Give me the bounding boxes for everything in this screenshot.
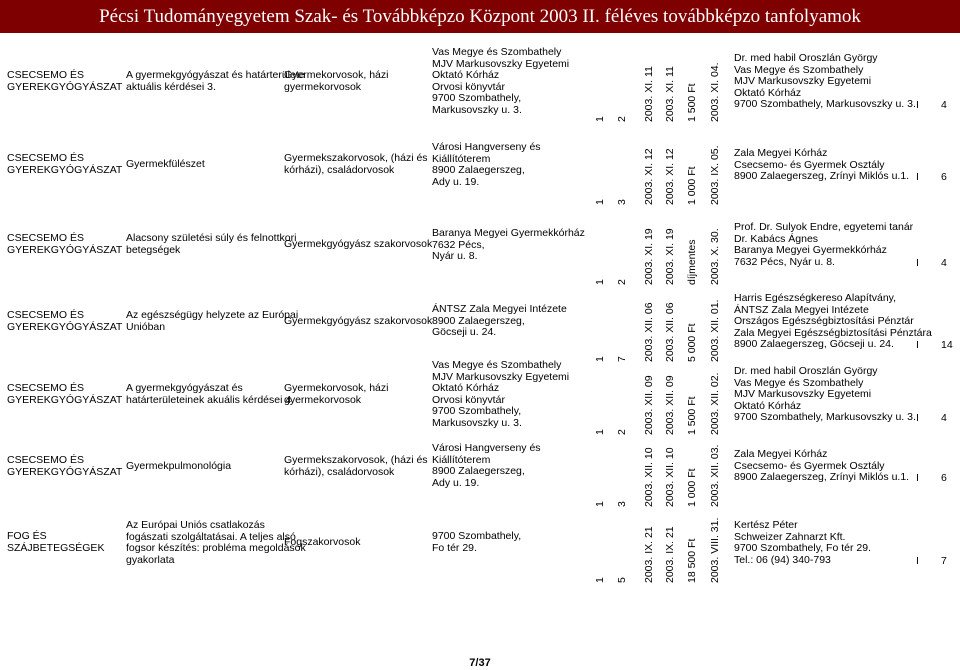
days-cell-text: 1 bbox=[594, 116, 606, 122]
type-cell: I bbox=[916, 257, 919, 269]
end-date-cell-text: 2003. XII. 10 bbox=[664, 447, 676, 507]
target-group-cell-line: gyermekorvosok bbox=[284, 80, 362, 93]
days-cell-text: 1 bbox=[594, 501, 606, 507]
location-cell-line: Nyár u. 8. bbox=[432, 250, 478, 263]
location-cell-line: Kiállítóterem bbox=[432, 152, 491, 165]
end-date-cell bbox=[664, 42, 678, 122]
contact-cell-line: Tel.: 06 (94) 340-793 bbox=[734, 553, 831, 566]
days-cell bbox=[594, 503, 608, 583]
start-date-cell bbox=[643, 427, 657, 507]
start-date-cell bbox=[643, 282, 657, 362]
fee-cell-text: 5 000 Ft bbox=[686, 323, 698, 362]
hours-cell-text: 7 bbox=[616, 356, 628, 362]
end-date-cell bbox=[664, 125, 678, 205]
location-cell bbox=[432, 531, 521, 554]
field-cell-line: CSECSEMO ÉS bbox=[7, 232, 85, 244]
days-cell bbox=[594, 355, 608, 435]
hours-cell-text: 2 bbox=[616, 429, 628, 435]
location-cell-line: 9700 Szombathely, bbox=[432, 530, 522, 542]
field-cell-line: CSECSEMO ÉS bbox=[7, 152, 85, 164]
deadline-cell bbox=[709, 42, 723, 122]
location-cell bbox=[432, 443, 541, 489]
end-date-cell bbox=[664, 503, 678, 583]
contact-cell-line: Schweizer Zahnarzt Kft. bbox=[734, 530, 846, 543]
contact-cell bbox=[734, 520, 871, 566]
target-group-cell-line: Gyermekgyógyász szakorvosok bbox=[284, 315, 433, 327]
hours-cell-text: 3 bbox=[616, 501, 628, 507]
field-cell-line: GYEREKGYÓGYÁSZAT bbox=[7, 243, 123, 256]
location-cell-line: Ady u. 19. bbox=[432, 175, 480, 188]
location-cell-line: Baranya Megyei Gyermekkórház bbox=[432, 227, 585, 239]
days-cell bbox=[594, 427, 608, 507]
course-title-cell bbox=[126, 70, 305, 93]
location-cell bbox=[432, 142, 541, 188]
start-date-cell bbox=[643, 355, 657, 435]
hours-cell bbox=[616, 205, 630, 285]
contact-cell-line: 7632 Pécs, Nyár u. 8. bbox=[734, 255, 835, 268]
contact-cell-line: 9700 Szombathely, Markusovszky u. 3. bbox=[734, 411, 916, 424]
course-title-cell-line: Az Európai Uniós csatlakozás bbox=[126, 519, 265, 531]
contact-cell-line: Dr. med habil Oroszlán György bbox=[734, 52, 878, 64]
deadline-cell bbox=[709, 503, 723, 583]
contact-cell-line: Dr. med habil Oroszlán György bbox=[734, 365, 878, 377]
hours-cell bbox=[616, 42, 630, 122]
credit-cell: 6 bbox=[941, 472, 947, 484]
type-cell: I bbox=[916, 99, 919, 111]
days-cell bbox=[594, 205, 608, 285]
deadline-cell-text: 2003. XII. 01. bbox=[709, 299, 721, 362]
location-cell-line: Orvosi könyvtár bbox=[432, 393, 505, 406]
location-cell-line: 8900 Zalaegerszeg, bbox=[432, 314, 525, 327]
fee-cell-text: 1 500 Ft bbox=[686, 396, 698, 435]
end-date-cell-text: 2003. XII. 09 bbox=[664, 375, 676, 435]
target-group-cell bbox=[284, 537, 360, 549]
contact-cell bbox=[734, 366, 916, 424]
location-cell-line: 7632 Pécs, bbox=[432, 238, 485, 251]
location-cell-line: 9700 Szombathely, bbox=[432, 92, 522, 105]
contact-cell-line: ÁNTSZ Zala Megyei Intézete bbox=[734, 303, 869, 316]
deadline-cell-text: 2003. VIII. 31. bbox=[709, 517, 721, 583]
fee-cell bbox=[686, 427, 700, 507]
type-cell: I bbox=[916, 339, 919, 351]
field-cell-line: CSECSEMO ÉS bbox=[7, 69, 85, 81]
contact-cell-line: Oktató Kórház bbox=[734, 399, 802, 412]
location-cell-line: Vas Megye és Szombathely bbox=[432, 359, 562, 371]
hours-cell-text: 2 bbox=[616, 279, 628, 285]
contact-cell-line: Zala Megyei Egészségbiztosítási Pénztára bbox=[734, 326, 932, 339]
target-group-cell-line: Gyermekorvosok, házi bbox=[284, 382, 389, 394]
end-date-cell-text: 2003. IX. 21 bbox=[664, 526, 676, 583]
end-date-cell bbox=[664, 282, 678, 362]
course-title-cell-line: A gyermekgyógyászat és határterülete bbox=[126, 69, 305, 81]
hours-cell bbox=[616, 503, 630, 583]
course-title-cell-line: Alacsony születési súly és felnottkori bbox=[126, 232, 297, 244]
fee-cell bbox=[686, 125, 700, 205]
start-date-cell bbox=[643, 125, 657, 205]
location-cell-line: Markusovszky u. 3. bbox=[432, 103, 522, 116]
days-cell-text: 1 bbox=[594, 279, 606, 285]
deadline-cell-text: 2003. XII. 03. bbox=[709, 444, 721, 507]
course-title-cell bbox=[126, 233, 296, 256]
field-cell-line: GYEREKGYÓGYÁSZAT bbox=[7, 393, 123, 406]
fee-cell bbox=[686, 355, 700, 435]
course-title-cell bbox=[126, 159, 205, 171]
contact-cell-line: 8900 Zalaegerszeg, Zrínyi Miklós u.1. bbox=[734, 471, 910, 484]
course-title-cell bbox=[126, 383, 294, 406]
field-cell-line: SZÁJBETEGSÉGEK bbox=[7, 541, 105, 554]
hours-cell bbox=[616, 282, 630, 362]
target-group-cell-line: kórházi), családorvosok bbox=[284, 163, 395, 176]
end-date-cell bbox=[664, 355, 678, 435]
start-date-cell-text: 2003. XI. 19 bbox=[643, 228, 655, 285]
days-cell bbox=[594, 125, 608, 205]
location-cell-line: MJV Markusovszky Egyetemi bbox=[432, 370, 570, 383]
target-group-cell bbox=[284, 316, 432, 328]
field-cell-line: GYEREKGYÓGYÁSZAT bbox=[7, 163, 123, 176]
location-cell bbox=[432, 360, 569, 430]
course-title-cell-line: gyakorlata bbox=[126, 553, 175, 566]
field-cell bbox=[7, 383, 122, 406]
location-cell-line: Oktató Kórház bbox=[432, 69, 500, 82]
fee-cell-text: 18 500 Ft bbox=[686, 538, 698, 583]
end-date-cell bbox=[664, 205, 678, 285]
field-cell-line: GYEREKGYÓGYÁSZAT bbox=[7, 80, 123, 93]
field-cell-line: GYEREKGYÓGYÁSZAT bbox=[7, 465, 123, 478]
contact-cell-line: Csecsemo- és Gyermek Osztály bbox=[734, 158, 885, 171]
field-cell bbox=[7, 455, 122, 478]
location-cell bbox=[432, 304, 567, 339]
target-group-cell-line: kórházi), családorvosok bbox=[284, 465, 395, 478]
fee-cell-text: díjmentes bbox=[686, 239, 698, 285]
course-title-cell-line: Unióban bbox=[126, 320, 166, 333]
course-title-cell-line: Gyermekpulmonológia bbox=[126, 460, 232, 472]
location-cell-line: ÁNTSZ Zala Megyei Intézete bbox=[432, 303, 567, 315]
location-cell-line: Göcseji u. 24. bbox=[432, 326, 497, 339]
contact-cell-line: Zala Megyei Kórház bbox=[734, 448, 828, 460]
contact-cell-line: Oktató Kórház bbox=[734, 86, 802, 99]
days-cell-text: 1 bbox=[594, 577, 606, 583]
type-cell: I bbox=[916, 555, 919, 567]
contact-cell bbox=[734, 222, 913, 268]
field-cell-line: CSECSEMO ÉS bbox=[7, 454, 85, 466]
deadline-cell-text: 2003. IX. 05. bbox=[709, 145, 721, 205]
type-cell: I bbox=[916, 412, 919, 424]
hours-cell-text: 2 bbox=[616, 116, 628, 122]
start-date-cell-text: 2003. XII. 09 bbox=[643, 375, 655, 435]
target-group-cell-line: Fogszakorvosok bbox=[284, 536, 361, 548]
type-cell: I bbox=[916, 472, 919, 484]
credit-cell: 7 bbox=[941, 555, 947, 567]
hours-cell bbox=[616, 355, 630, 435]
contact-cell-line: 8900 Zalaegerszeg, Zrínyi Miklós u.1. bbox=[734, 170, 910, 183]
start-date-cell bbox=[643, 205, 657, 285]
location-cell-line: Markusovszky u. 3. bbox=[432, 416, 522, 429]
course-title-cell-line: Az egészségügy helyzete az Európai bbox=[126, 309, 299, 321]
contact-cell-line: 9700 Szombathely, Markusovszky u. 3. bbox=[734, 98, 916, 111]
contact-cell-line: Baranya Megyei Gyermekkórház bbox=[734, 244, 887, 257]
target-group-cell bbox=[284, 153, 428, 176]
contact-cell-line: MJV Markusovszky Egyetemi bbox=[734, 75, 872, 88]
field-cell bbox=[7, 233, 122, 256]
start-date-cell-text: 2003. XII. 06 bbox=[643, 302, 655, 362]
contact-cell-line: Vas Megye és Szombathely bbox=[734, 376, 864, 389]
location-cell-line: Fo tér 29. bbox=[432, 541, 477, 554]
days-cell-text: 1 bbox=[594, 429, 606, 435]
course-title-cell-line: A gyermekgyógyászat és bbox=[126, 382, 243, 394]
deadline-cell bbox=[709, 355, 723, 435]
field-cell-line: GYEREKGYÓGYÁSZAT bbox=[7, 320, 123, 333]
start-date-cell bbox=[643, 42, 657, 122]
days-cell-text: 1 bbox=[594, 356, 606, 362]
deadline-cell-text: 2003. XI. 04. bbox=[709, 62, 721, 122]
hours-cell-text: 3 bbox=[616, 199, 628, 205]
contact-cell-line: Zala Megyei Kórház bbox=[734, 147, 828, 159]
location-cell-line: Orvosi könyvtár bbox=[432, 80, 505, 93]
deadline-cell bbox=[709, 427, 723, 507]
fee-cell bbox=[686, 503, 700, 583]
hours-cell-text: 5 bbox=[616, 577, 628, 583]
fee-cell-text: 1 000 Ft bbox=[686, 468, 698, 507]
deadline-cell-text: 2003. X. 30. bbox=[709, 228, 721, 285]
type-cell: I bbox=[916, 171, 919, 183]
location-cell bbox=[432, 228, 585, 263]
course-title-cell bbox=[126, 310, 298, 333]
contact-cell-line: Csecsemo- és Gyermek Osztály bbox=[734, 459, 885, 472]
target-group-cell-line: gyermekorvosok bbox=[284, 393, 362, 406]
target-group-cell-line: Gyermekgyógyász szakorvosok bbox=[284, 238, 433, 250]
target-group-cell-line: Gyermekorvosok, házi bbox=[284, 69, 389, 81]
credit-cell: 4 bbox=[941, 99, 947, 111]
target-group-cell-line: Gyermekszakorvosok, (házi és bbox=[284, 454, 428, 466]
days-cell bbox=[594, 282, 608, 362]
field-cell bbox=[7, 153, 122, 176]
fee-cell bbox=[686, 42, 700, 122]
target-group-cell-line: Gyermekszakorvosok, (házi és bbox=[284, 152, 428, 164]
target-group-cell bbox=[284, 383, 388, 406]
contact-cell-line: Dr. Kabács Ágnes bbox=[734, 232, 819, 245]
hours-cell bbox=[616, 125, 630, 205]
end-date-cell-text: 2003. XI. 12 bbox=[664, 148, 676, 205]
days-cell bbox=[594, 42, 608, 122]
field-cell-line: FOG ÉS bbox=[7, 530, 47, 542]
course-title-cell-line: fogsor készítés: probléma megoldások bbox=[126, 542, 306, 555]
end-date-cell bbox=[664, 427, 678, 507]
contact-cell-line: 8900 Zalaegerszeg, Göcseji u. 24. bbox=[734, 338, 894, 351]
field-cell bbox=[7, 310, 122, 333]
contact-cell bbox=[734, 53, 916, 111]
location-cell-line: 8900 Zalaegerszeg, bbox=[432, 164, 525, 177]
end-date-cell-text: 2003. XI. 19 bbox=[664, 228, 676, 285]
location-cell-line: Városi Hangverseny és bbox=[432, 442, 541, 454]
location-cell-line: Kiállítóterem bbox=[432, 453, 491, 466]
hours-cell bbox=[616, 427, 630, 507]
start-date-cell-text: 2003. XII. 10 bbox=[643, 447, 655, 507]
credit-cell: 6 bbox=[941, 171, 947, 183]
contact-cell bbox=[734, 449, 909, 484]
course-title-cell-line: aktuális kérdései 3. bbox=[126, 80, 216, 93]
credit-cell: 4 bbox=[941, 412, 947, 424]
days-cell-text: 1 bbox=[594, 199, 606, 205]
location-cell-line: Városi Hangverseny és bbox=[432, 141, 541, 153]
start-date-cell-text: 2003. IX. 21 bbox=[643, 526, 655, 583]
location-cell-line: Vas Megye és Szombathely bbox=[432, 46, 562, 58]
course-title-cell-line: fogászati szolgáltatásai. A teljes alsó bbox=[126, 530, 296, 543]
contact-cell-line: 9700 Szombathely, Fo tér 29. bbox=[734, 542, 871, 555]
header-title: Pécsi Tudományegyetem Szak- és Továbbképzo Központ 2003 II. féléves továbbképzo tanfolyamok bbox=[99, 6, 861, 27]
course-title-cell bbox=[126, 520, 306, 566]
deadline-cell bbox=[709, 282, 723, 362]
contact-cell-line: Prof. Dr. Sulyok Endre, egyetemi tanár bbox=[734, 221, 914, 233]
end-date-cell-text: 2003. XII. 06 bbox=[664, 302, 676, 362]
course-title-cell-line: betegségek bbox=[126, 243, 181, 256]
fee-cell bbox=[686, 282, 700, 362]
location-cell-line: 9700 Szombathely, bbox=[432, 405, 522, 418]
deadline-cell bbox=[709, 125, 723, 205]
location-cell-line: Oktató Kórház bbox=[432, 382, 500, 395]
course-title-cell bbox=[126, 461, 231, 473]
location-cell bbox=[432, 47, 569, 117]
contact-cell-line: Országos Egészségbiztosítási Pénztár bbox=[734, 315, 914, 328]
course-title-cell-line: határterületeinek akuális kérdései 4. bbox=[126, 393, 295, 406]
location-cell-line: Ady u. 19. bbox=[432, 476, 480, 489]
contact-cell bbox=[734, 293, 932, 351]
fee-cell bbox=[686, 205, 700, 285]
field-cell-line: CSECSEMO ÉS bbox=[7, 382, 85, 394]
contact-cell-line: MJV Markusovszky Egyetemi bbox=[734, 388, 872, 401]
target-group-cell bbox=[284, 455, 428, 478]
field-cell-line: CSECSEMO ÉS bbox=[7, 309, 85, 321]
page-number: 7/37 bbox=[469, 657, 491, 669]
contact-cell bbox=[734, 148, 909, 183]
field-cell bbox=[7, 70, 122, 93]
deadline-cell-text: 2003. XII. 02. bbox=[709, 372, 721, 435]
contact-cell-line: Vas Megye és Szombathely bbox=[734, 63, 864, 76]
deadline-cell bbox=[709, 205, 723, 285]
start-date-cell-text: 2003. XI. 12 bbox=[643, 148, 655, 205]
contact-cell-line: Kertész Péter bbox=[734, 519, 798, 531]
field-cell bbox=[7, 531, 104, 554]
credit-cell: 14 bbox=[941, 339, 953, 351]
credit-cell: 4 bbox=[941, 257, 947, 269]
target-group-cell bbox=[284, 239, 432, 251]
fee-cell-text: 1 000 Ft bbox=[686, 166, 698, 205]
start-date-cell bbox=[643, 503, 657, 583]
target-group-cell bbox=[284, 70, 388, 93]
start-date-cell-text: 2003. XI. 11 bbox=[643, 66, 655, 122]
contact-cell-line: Harris Egészségkereso Alapítvány, bbox=[734, 292, 897, 304]
page-header bbox=[0, 0, 960, 33]
location-cell-line: MJV Markusovszky Egyetemi bbox=[432, 57, 570, 70]
course-title-cell-line: Gyermekfülészet bbox=[126, 158, 205, 170]
location-cell-line: 8900 Zalaegerszeg, bbox=[432, 465, 525, 478]
end-date-cell-text: 2003. XI. 11 bbox=[664, 66, 676, 122]
fee-cell-text: 1 500 Ft bbox=[686, 83, 698, 122]
